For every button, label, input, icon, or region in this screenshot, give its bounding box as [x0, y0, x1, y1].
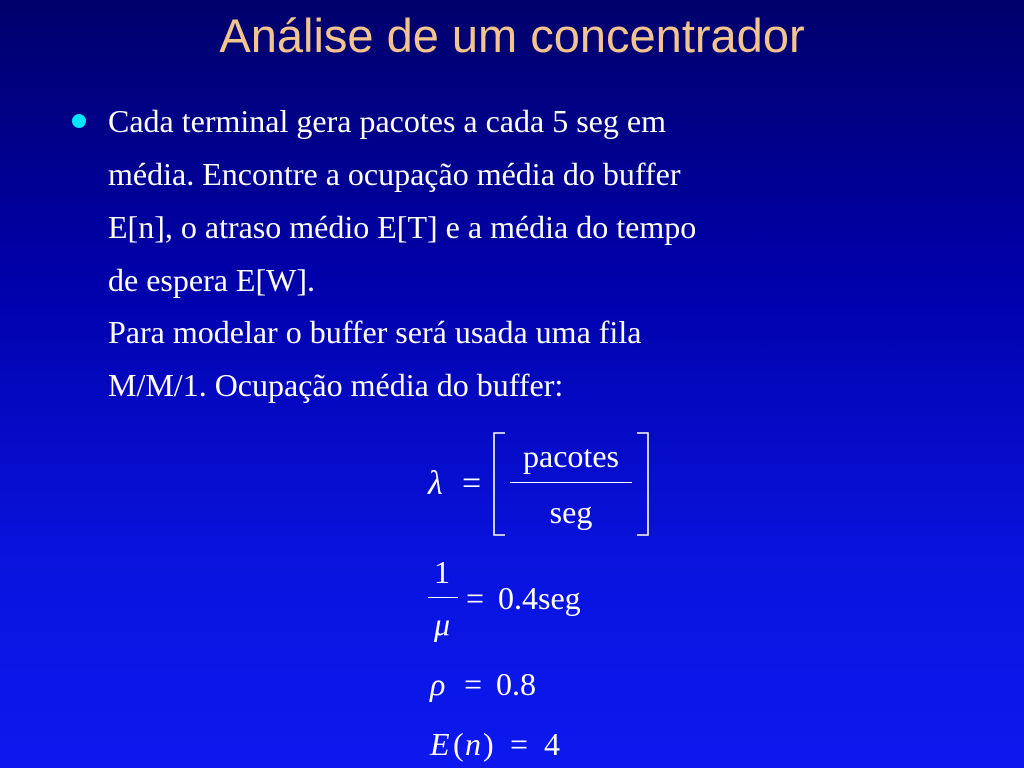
open-paren: ( [453, 726, 464, 762]
en-equation [420, 726, 600, 766]
rho-equation [420, 666, 580, 706]
mu-value: 0.4seg [498, 580, 581, 616]
paragraph-line: média. Encontre a ocupação média do buffer [108, 156, 681, 192]
fraction-denominator: seg [549, 494, 593, 530]
lambda-symbol: λ [428, 465, 443, 502]
bullet-paragraph [108, 95, 908, 307]
paragraph-line: Cada terminal gera pacotes a cada 5 seg em [108, 103, 666, 139]
en-value: 4 [544, 726, 560, 762]
second-paragraph [108, 306, 908, 412]
rho-value: 0.8 [496, 666, 536, 702]
paragraph-line: Para modelar o buffer será usada uma fila [108, 314, 642, 350]
equals-sign: = [510, 726, 529, 762]
equals-sign: = [464, 666, 483, 702]
close-paren: ) [483, 726, 494, 762]
fraction-bar [428, 597, 458, 598]
lambda-equation [420, 430, 670, 540]
mu-symbol: μ [433, 606, 451, 642]
variable-n: n [465, 726, 481, 762]
equals-sign: = [462, 465, 482, 502]
rho-symbol: ρ [430, 666, 446, 702]
paragraph-line: E[n], o atraso médio E[T] e a média do tempo [108, 209, 697, 245]
fraction-numerator: 1 [434, 554, 450, 590]
bullet-dot-icon [72, 114, 86, 128]
paragraph-line: de espera E[W]. [108, 262, 315, 298]
right-bracket-icon [636, 432, 650, 536]
fraction-bar [510, 482, 632, 483]
equals-sign: = [466, 580, 485, 616]
left-bracket-icon [492, 432, 506, 536]
slide-title: Análise de um concentrador [219, 9, 805, 62]
mu-equation [420, 552, 620, 648]
fraction-numerator: pacotes [523, 438, 619, 474]
expectation-symbol: E [430, 726, 450, 762]
paragraph-line: M/M/1. Ocupação média do buffer: [108, 367, 564, 403]
